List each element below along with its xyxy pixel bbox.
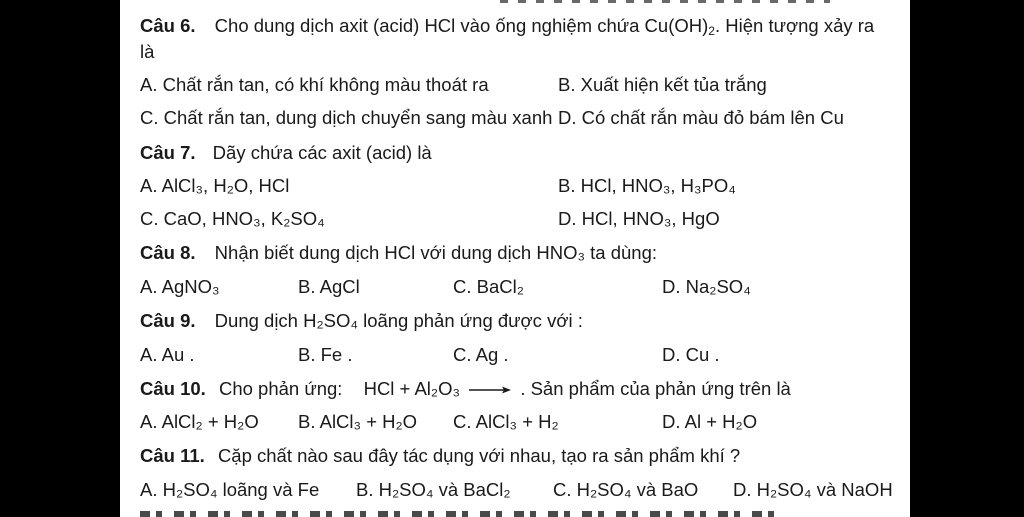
question-6-text-line2: là: [140, 41, 155, 62]
q8-option-d[interactable]: D. Na₂SO₄: [662, 276, 751, 297]
question-10-text-end: . Sản phẩm của phản ứng trên là: [520, 378, 791, 399]
cut-off-text-remnant: [140, 511, 780, 517]
q7-option-c[interactable]: C. CaO, HNO₃, K₂SO₄: [140, 208, 325, 229]
question-10-equation: HCl + Al₂O₃: [363, 378, 461, 399]
reaction-arrow-icon: [469, 385, 511, 395]
question-6-number: Câu 6.: [140, 15, 196, 36]
q8-option-b[interactable]: B. AgCl: [298, 276, 360, 297]
q11-option-d[interactable]: D. H₂SO₄ và NaOH: [733, 479, 893, 500]
q6-option-b[interactable]: B. Xuất hiện kết tủa trắng: [558, 74, 767, 95]
q10-option-a[interactable]: A. AlCl₂ + H₂O: [140, 411, 259, 432]
question-11-text: Cặp chất nào sau đây tác dụng với nhau, tạo ra sản phẩm khí ?: [217, 445, 741, 466]
question-10-text: Cho phản ứng:: [218, 378, 343, 399]
question-8: [140, 241, 657, 265]
q10-option-b[interactable]: B. AlCl₃ + H₂O: [298, 411, 418, 432]
question-10-number: Câu 10.: [140, 378, 206, 399]
q9-option-c[interactable]: C. Ag .: [453, 344, 509, 365]
question-6-subscript: 2: [708, 24, 715, 38]
question-10: [140, 377, 791, 401]
question-9-text: Dung dịch H₂SO₄ loãng phản ứng được với :: [214, 310, 583, 331]
q11-option-c[interactable]: C. H₂SO₄ và BaO: [553, 479, 699, 500]
q11-option-b[interactable]: B. H₂SO₄ và BaCl₂: [356, 479, 511, 500]
question-11-number: Câu 11.: [140, 445, 205, 466]
question-8-number: Câu 8.: [140, 242, 196, 263]
q9-option-a[interactable]: A. Au .: [140, 344, 195, 365]
q7-option-d[interactable]: D. HCl, HNO₃, HgO: [558, 208, 720, 229]
question-11: [140, 444, 740, 468]
question-6-text-end: . Hiện tượng xảy ra: [714, 15, 875, 36]
q6-option-a[interactable]: A. Chất rắn tan, có khí không màu thoát ra: [140, 74, 489, 95]
q11-option-a[interactable]: A. H₂SO₄ loãng và Fe: [140, 479, 320, 500]
question-6: [140, 14, 874, 38]
q8-option-a[interactable]: A. AgNO₃: [140, 276, 220, 297]
q7-option-a[interactable]: A. AlCl₃, H₂O, HCl: [140, 175, 290, 196]
q9-option-b[interactable]: B. Fe .: [298, 344, 353, 365]
q6-option-d[interactable]: D. Có chất rắn màu đỏ bám lên Cu: [558, 107, 844, 128]
q6-option-c[interactable]: C. Chất rắn tan, dung dịch chuyển sang màu xanh: [140, 107, 553, 128]
question-6-text: Cho dung dịch axit (acid) HCl vào ống nghiệm chứa Cu(OH): [214, 15, 709, 36]
question-8-text: Nhận biết dung dịch HCl với dung dịch HNO₃ ta dùng:: [214, 242, 658, 263]
question-9-number: Câu 9.: [140, 310, 196, 331]
q7-option-b[interactable]: B. HCl, HNO₃, H₃PO₄: [558, 175, 736, 196]
q8-option-c[interactable]: C. BaCl₂: [453, 276, 524, 297]
cut-off-top-remnant: [500, 0, 830, 3]
q9-option-d[interactable]: D. Cu .: [662, 344, 720, 365]
question-7: [140, 141, 432, 165]
question-7-text: Dãy chứa các axit (acid) là: [212, 142, 432, 163]
question-7-number: Câu 7.: [140, 142, 196, 163]
q10-option-d[interactable]: D. Al + H₂O: [662, 411, 758, 432]
document-page: [120, 0, 910, 517]
q10-option-c[interactable]: C. AlCl₃ + H₂: [453, 411, 559, 432]
question-9: [140, 309, 583, 333]
